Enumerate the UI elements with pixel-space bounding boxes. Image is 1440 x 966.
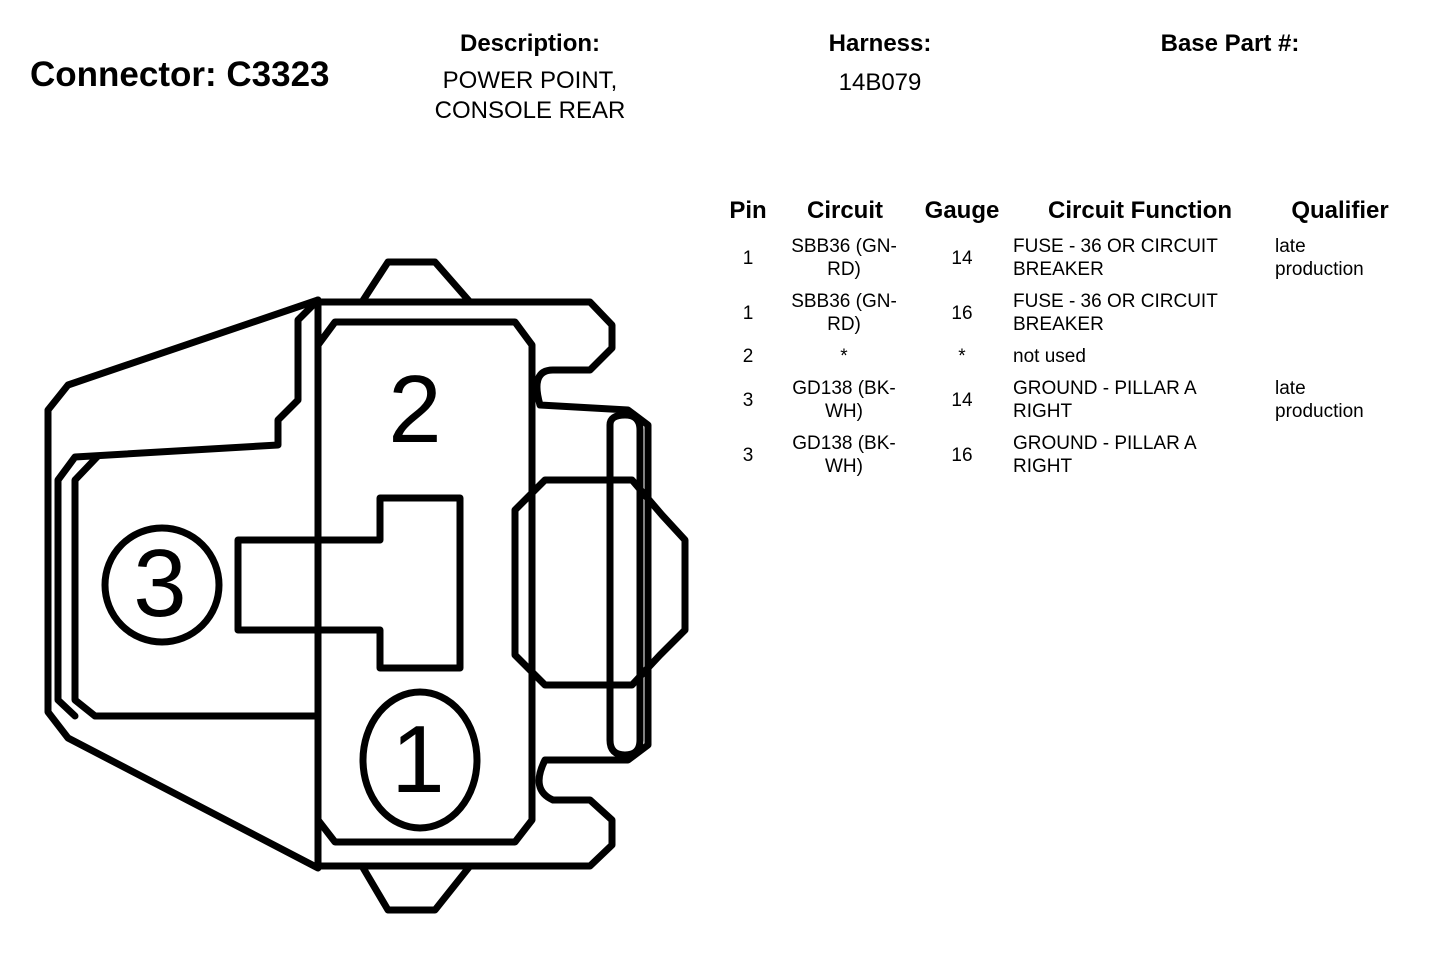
cell-function-line: GROUND - PILLAR A xyxy=(1013,378,1197,399)
cell-function-line: BREAKER xyxy=(1013,314,1104,335)
cell-circuit-line: SBB36 (GN- xyxy=(791,291,897,312)
description-label: Description: xyxy=(459,30,600,57)
cell-function xyxy=(1013,235,1253,281)
description-line-1: POWER POINT, xyxy=(442,67,618,94)
cell-function xyxy=(1013,377,1253,423)
cell-circuit xyxy=(782,377,906,423)
connector-inner-ridge xyxy=(75,457,318,852)
cell-gauge: 14 xyxy=(951,390,973,411)
cell-qualifier-line: production xyxy=(1275,401,1364,422)
cell-function-line: BREAKER xyxy=(1013,259,1104,280)
cell-qualifier xyxy=(1275,377,1425,423)
cell-circuit-line: GD138 (BK- xyxy=(792,433,896,454)
cell-function xyxy=(1013,432,1253,478)
cell-pin: 1 xyxy=(742,303,754,324)
cell-qualifier-line: production xyxy=(1275,259,1364,280)
cell-function-line: RIGHT xyxy=(1013,401,1073,422)
cell-circuit xyxy=(782,235,906,281)
column-header-gauge: Gauge xyxy=(924,197,1000,224)
cell-circuit-line: WH) xyxy=(825,456,863,477)
cell-circuit-line: WH) xyxy=(825,401,863,422)
cell-function-line: GROUND - PILLAR A xyxy=(1013,433,1197,454)
cell-circuit-line: * xyxy=(840,346,848,367)
cell-pin: 2 xyxy=(742,346,754,367)
harness-value: 14B079 xyxy=(838,69,922,96)
cell-circuit-line: RD) xyxy=(827,259,861,280)
pin-3-label: 3 xyxy=(133,530,187,637)
column-header-qualifier: Qualifier xyxy=(1291,197,1389,224)
cell-function-line: FUSE - 36 OR CIRCUIT xyxy=(1013,291,1218,312)
cell-gauge: 16 xyxy=(951,445,973,466)
cell-gauge: 14 xyxy=(951,248,973,269)
cell-qualifier-line: late xyxy=(1275,378,1306,399)
cell-circuit-line: SBB36 (GN- xyxy=(791,236,897,257)
cell-function xyxy=(1013,345,1253,368)
cell-circuit xyxy=(782,290,906,336)
column-header-circuit-function: Circuit Function xyxy=(1048,197,1232,224)
cell-pin: 1 xyxy=(742,248,754,269)
top-latch xyxy=(362,262,470,302)
cell-qualifier xyxy=(1275,235,1425,281)
connector-inner-shelf xyxy=(58,300,318,716)
cell-pin: 3 xyxy=(742,390,754,411)
cell-gauge: 16 xyxy=(951,303,973,324)
locking-tab-rail xyxy=(610,415,640,755)
base-part-label: Base Part #: xyxy=(1160,30,1300,57)
cell-pin: 3 xyxy=(742,445,754,466)
cell-circuit xyxy=(782,345,906,368)
connector-title: Connector: C3323 xyxy=(30,55,330,94)
cell-circuit xyxy=(782,432,906,478)
description-line-2: CONSOLE REAR xyxy=(434,97,626,124)
cell-circuit-line: RD) xyxy=(827,314,861,335)
harness-label: Harness: xyxy=(828,30,932,57)
cell-circuit-line: GD138 (BK- xyxy=(792,378,896,399)
cell-qualifier-line: late xyxy=(1275,236,1306,257)
pin-2-label: 2 xyxy=(388,356,442,463)
cell-function-line: RIGHT xyxy=(1013,456,1073,477)
cell-function-line: not used xyxy=(1013,346,1086,367)
cell-gauge: * xyxy=(958,346,966,367)
locking-tab xyxy=(515,480,685,685)
column-header-circuit: Circuit xyxy=(806,197,883,224)
polarizing-key xyxy=(238,498,460,668)
cell-function xyxy=(1013,290,1253,336)
bottom-latch xyxy=(362,866,470,910)
column-header-pin: Pin xyxy=(729,197,767,224)
pin-1-label: 1 xyxy=(391,706,445,813)
cell-function-line: FUSE - 36 OR CIRCUIT xyxy=(1013,236,1218,257)
